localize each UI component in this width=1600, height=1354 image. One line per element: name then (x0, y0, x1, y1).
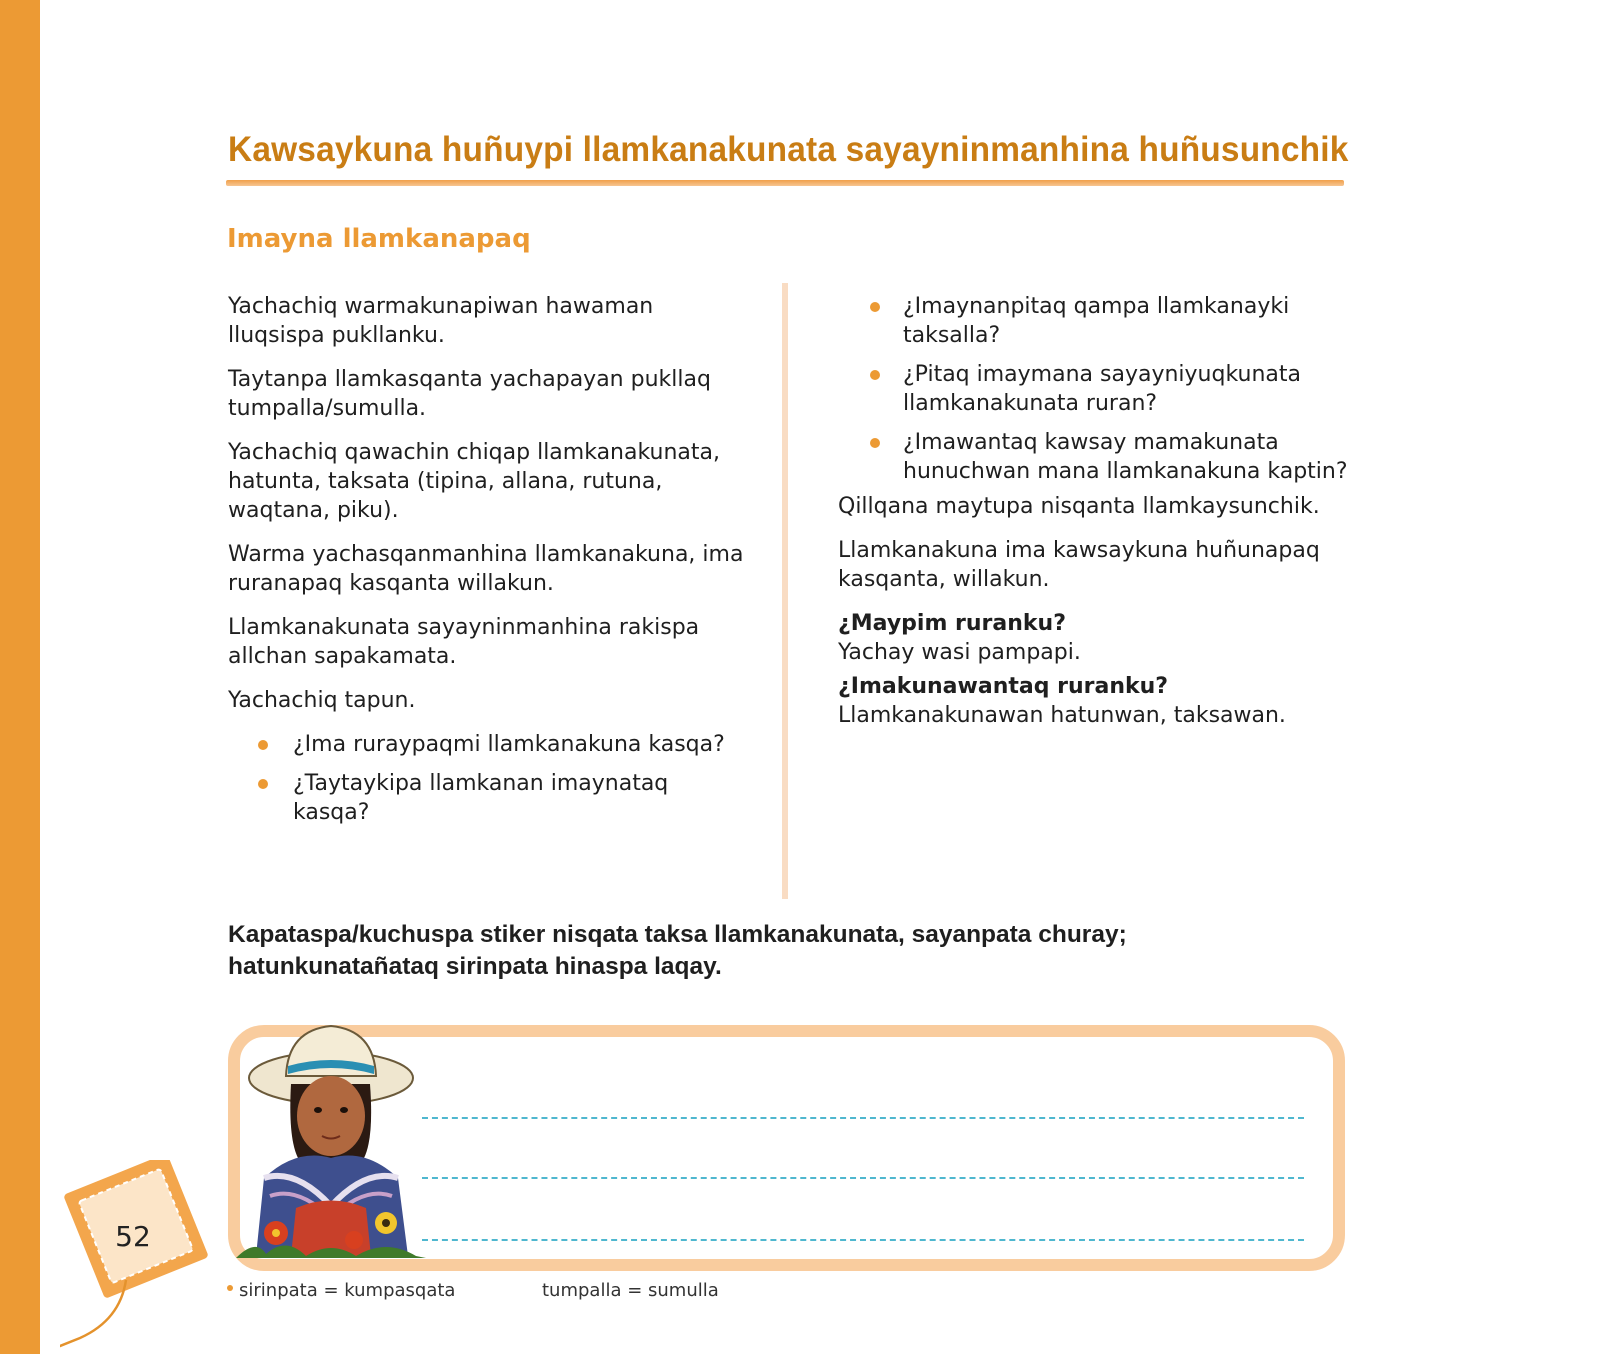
glossary-text: sirinpata = kumpasqata (239, 1280, 456, 1301)
writing-line-1[interactable] (422, 1117, 1304, 1119)
paragraph: Yachachiq qawachin chiqap llamkanakunata, hatunta, taksata (tipina, allana, rutuna, waqtana, piku). (228, 440, 721, 523)
writing-line-2[interactable] (422, 1177, 1304, 1179)
paragraph: Llamkanakunata sayayninmanhina rakispa allchan sapakamata. (228, 615, 700, 669)
list-item (838, 360, 1368, 418)
kite-page-badge (60, 1160, 220, 1354)
title-underline (226, 180, 1344, 186)
bullet-dot-icon (870, 438, 880, 448)
right-column (838, 292, 1368, 735)
list-item (228, 730, 748, 759)
paragraph: Llamkanakuna ima kawsaykuna huñunapaq kasqanta, willakun. (838, 538, 1320, 592)
girl-illustration (236, 1018, 426, 1258)
activity-instruction: Kapataspa/kuchuspa stiker nisqata taksa llamkanakunata, sayanpata churay; hatunkunatañataq sirinpata hinaspa laqay. (228, 921, 1127, 980)
page-title: Kawsaykuna huñuypi llamkanakunata sayayninmanhina huñusunchik (228, 130, 1349, 169)
section-heading: Imayna llamkanapaq (227, 224, 531, 254)
list-item-text: ¿Pitaq imaymana sayayniyuqkunata llamkanakunata ruran? (903, 362, 1301, 416)
bullet-dot-icon (258, 779, 268, 789)
question: ¿Maypim ruranku? (838, 611, 1066, 636)
list-item-text: ¿Imawantaq kawsay mamakunata hunuchwan mana llamkanakuna kaptin? (903, 430, 1348, 484)
bullet-dot-icon (227, 1285, 233, 1291)
glossary-entry (227, 1280, 455, 1301)
answer: Llamkanakunawan hatunwan, taksawan. (838, 703, 1286, 728)
bullet-dot-icon (258, 740, 268, 750)
paragraph: Yachachiq tapun. (228, 688, 416, 713)
left-margin-strip (0, 0, 40, 1354)
page-number: 52 (115, 1220, 151, 1253)
paragraph: Qillqana maytupa nisqanta llamkaysunchik. (838, 494, 1320, 519)
column-divider (782, 283, 788, 899)
paragraph: Warma yachasqanmanhina llamkanakuna, ima ruranapaq kasqanta willakun. (228, 542, 744, 596)
list-item-text: ¿Ima ruraypaqmi llamkanakuna kasqa? (293, 732, 725, 757)
left-column (228, 292, 748, 837)
paragraph: Taytanpa llamkasqanta yachapayan pukllaq tumpalla/sumulla. (228, 367, 711, 421)
answer: Yachay wasi pampapi. (838, 640, 1081, 665)
list-item (838, 428, 1368, 486)
writing-line-3[interactable] (422, 1239, 1304, 1241)
list-item (838, 292, 1368, 350)
question: ¿Imakunawantaq ruranku? (838, 674, 1169, 699)
list-item-text: ¿Imaynanpitaq qampa llamkanayki taksalla? (903, 294, 1290, 348)
list-item-text: ¿Taytaykipa llamkanan imaynataq kasqa? (293, 771, 669, 825)
bullet-dot-icon (870, 370, 880, 380)
paragraph: Yachachiq warmakunapiwan hawaman lluqsispa pukllanku. (228, 294, 654, 348)
bullet-dot-icon (870, 302, 880, 312)
list-item (228, 769, 748, 827)
glossary-entry: tumpalla = sumulla (542, 1280, 719, 1301)
